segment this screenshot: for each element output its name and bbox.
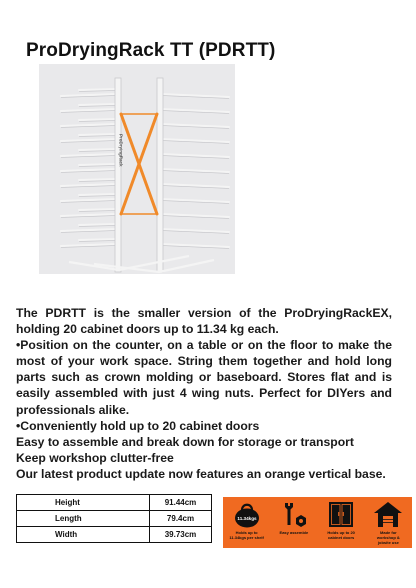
left-post <box>115 78 121 272</box>
spec-label: Width <box>17 527 150 543</box>
rack-arm <box>160 124 229 127</box>
rack-arm <box>79 104 118 105</box>
orange-strap <box>118 114 157 214</box>
rack-arms <box>61 89 229 248</box>
spec-label: Length <box>17 511 150 527</box>
rack-arm <box>160 229 229 232</box>
spec-row-height <box>17 495 212 511</box>
description-intro: The PDRTT is the smaller version of the ProDryingRackEX, holding 20 cabinet doors up to 11.34 kg each. <box>16 306 392 337</box>
kettlebell-icon <box>232 501 262 528</box>
product-photo <box>39 64 235 274</box>
rack-arm <box>160 139 229 142</box>
rack-arm <box>79 134 118 135</box>
rack-arm <box>79 149 118 150</box>
rack-arm <box>79 179 118 180</box>
features-banner <box>223 497 412 548</box>
rack-arm <box>79 239 118 240</box>
feature-label: Easy assemble <box>279 530 309 535</box>
product-title: ProDryingRack TT (PDRTT) <box>26 40 276 61</box>
cabinet-doors-icon <box>326 501 356 528</box>
spec-value: 91.44cm <box>150 495 212 511</box>
weight-badge: 11.34kgs <box>237 516 257 521</box>
rack-arm <box>79 194 118 195</box>
rack-arm <box>160 214 229 217</box>
feature-label: Made for workshop & jobsite use <box>376 530 400 545</box>
rack-arm <box>160 169 229 172</box>
feature-label: Holds up to 20 cabinet doors <box>327 530 355 540</box>
rack-arm <box>160 109 229 112</box>
rack-arm <box>79 209 118 210</box>
product-description <box>16 305 392 482</box>
description-line-4: Keep workshop clutter-free <box>16 450 174 465</box>
spec-label: Height <box>17 495 150 511</box>
drying-rack-illustration <box>39 64 235 274</box>
rack-arm <box>160 154 229 157</box>
rack-arm <box>79 89 118 90</box>
feature-usage <box>370 501 406 545</box>
workshop-house-icon <box>373 501 403 528</box>
rack-arm <box>79 164 118 165</box>
spec-row-length <box>17 511 212 527</box>
rack-arm <box>160 199 229 202</box>
description-line-3: Easy to assemble and break down for storage or transport <box>16 434 354 449</box>
right-post <box>157 78 163 272</box>
feature-capacity <box>323 501 359 540</box>
rack-arm <box>79 224 118 225</box>
description-line-5: Our latest product update now features an orange vertical base. <box>16 466 386 481</box>
feature-weight <box>229 501 265 540</box>
rack-arm <box>160 244 229 247</box>
description-bullet-2: •Conveniently hold up to 20 cabinet doors <box>16 418 260 433</box>
spec-value: 39.73cm <box>150 527 212 543</box>
spec-value: 79.4cm <box>150 511 212 527</box>
feature-label: Holds up to 11.34kgs per shelf <box>229 530 264 540</box>
rack-base <box>69 256 214 272</box>
spec-row-width <box>17 527 212 543</box>
feature-assembly <box>276 501 312 535</box>
wrench-bolt-icon <box>279 501 309 528</box>
rack-arm <box>79 119 118 120</box>
description-bullet-1: •Position on the counter, on a table or on the floor to make the most of your work space. String them together and hold long parts such as crown molding or baseboard. Stores flat and is easily assembled with just 4 wing nuts. Perfect for DIYers and professionals alike. <box>16 338 392 417</box>
rack-arm <box>160 184 229 187</box>
dimensions-table <box>16 494 212 543</box>
rack-arm <box>160 94 229 97</box>
post-brand-text: ProDryingRack <box>118 134 124 167</box>
